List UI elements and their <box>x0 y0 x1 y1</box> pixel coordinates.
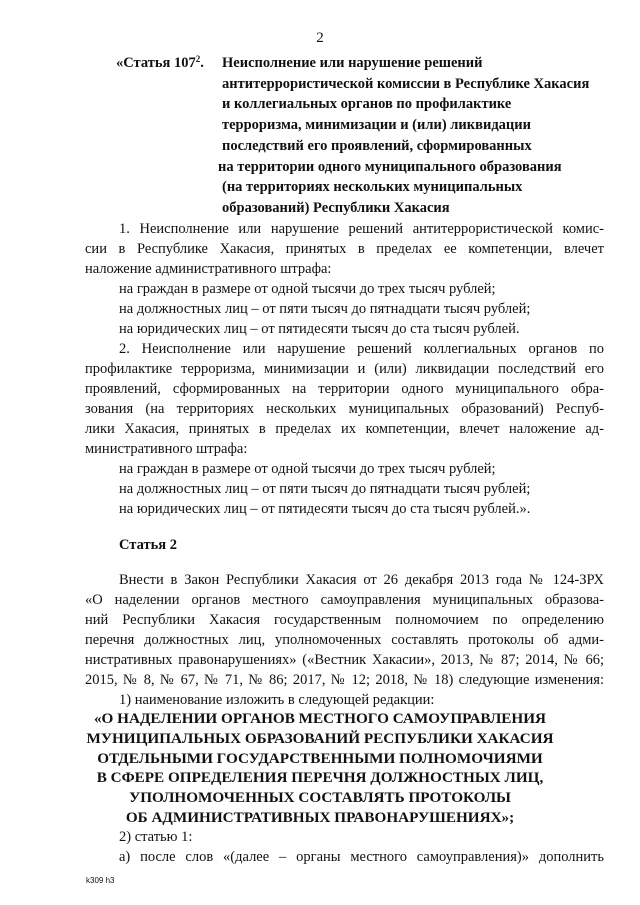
part2-line: проявлений, сформированных на территории одного муниципального обра- <box>85 381 604 397</box>
part1-line: сии в Республике Хакасия, принятых в пределах ее компетенции, влечет <box>85 241 604 257</box>
part2-line: 2. Неисполнение или нарушение решений коллегиальных органов по <box>119 341 604 357</box>
article-2-intro-line: «О наделении органов местного самоуправления муниципальных образова- <box>85 592 604 608</box>
part2-line: министративного штрафа: <box>85 441 248 457</box>
item-2: 2) статью 1: <box>119 829 193 845</box>
part2-line: зования (на территориях нескольких муниципальных образований) Респуб- <box>85 401 604 417</box>
part1-line: 1. Неисполнение или нарушение решений антитеррористической комис- <box>119 221 604 237</box>
article-2-intro-line: нистративных правонарушениях» («Вестник Хакасии», 2013, № 87; 2014, № 66; <box>85 652 604 668</box>
article-number-superscript: 2 <box>195 54 201 64</box>
fine-line: на юридических лиц – от пятидесяти тысяч до ста тысяч рублей. <box>119 321 520 337</box>
article-2-heading: Статья 2 <box>119 537 177 553</box>
footer-document-code: k309 h3 <box>86 876 115 885</box>
article-107-2-title: Неисполнение или нарушение решений антитеррористической комиссии в Республике Хакасия и коллегиальных органов по профилактике терроризма, минимизации и (или) ликвидации последствий его проявлений, сформированных на территории одного муниципального образования (на территориях нескольких муниципальных образований) Республики Хакасия <box>218 55 590 216</box>
fine-line: на должностных лиц – от пяти тысяч до пятнадцати тысяч рублей; <box>119 481 531 497</box>
part1-line: наложение административного штрафа: <box>85 261 332 277</box>
article-2-intro-line: Внести в Закон Республики Хакасия от 26 декабря 2013 года № 124-ЗРХ <box>119 572 604 588</box>
article-2-intro-line: 2015, № 8, № 67, № 71, № 86; 2017, № 12; 2018, № 18) следующие изменения: <box>85 672 604 688</box>
fine-line: на граждан в размере от одной тысячи до трех тысяч рублей; <box>119 281 496 297</box>
fine-line: на должностных лиц – от пяти тысяч до пятнадцати тысяч рублей; <box>119 301 531 317</box>
item-1: 1) наименование изложить в следующей редакции: <box>119 692 435 708</box>
part2-line: профилактике терроризма, минимизации и (или) ликвидации последствий его <box>85 361 604 377</box>
fine-line: на граждан в размере от одной тысячи до трех тысяч рублей; <box>119 461 496 477</box>
part2-line: лики Хакасия, принятых в пределах их компетенции, влечет наложение ад- <box>85 421 604 437</box>
fine-line: на юридических лиц – от пятидесяти тысяч до ста тысяч рублей.». <box>119 501 531 517</box>
article-107-2-label: «Статья $107^2$. <box>116 54 204 71</box>
page-number: 2 <box>316 30 324 46</box>
article-2-intro-line: ний Республики Хакасия государственным полномочием по определению <box>85 612 604 628</box>
item-a: а) после слов «(далее – органы местного самоуправления)» дополнить <box>119 849 604 865</box>
new-law-title: «О НАДЕЛЕНИИ ОРГАНОВ МЕСТНОГО САМОУПРАВЛЕНИЯ МУНИЦИПАЛЬНЫХ ОБРАЗОВАНИЙ РЕСПУБЛИКИ ХАКАСИЯ ОТДЕЛЬНЫМИ ГОСУДАРСТВЕННЫМИ ПОЛНОМОЧИЯМИ В СФЕРЕ ОПРЕДЕЛЕНИЯ ПЕРЕЧНЯ ДОЛЖНОСТНЫХ ЛИЦ, УПОЛНОМОЧЕННЫХ СОСТАВЛЯТЬ ПРОТОКОЛЫ ОБ АДМИНИСТРАТИВНЫХ ПРАВОНАРУШЕНИЯХ»; <box>86 710 554 826</box>
article-2-intro-line: перечня должностных лиц, уполномоченных составлять протоколы об адми- <box>85 632 604 648</box>
